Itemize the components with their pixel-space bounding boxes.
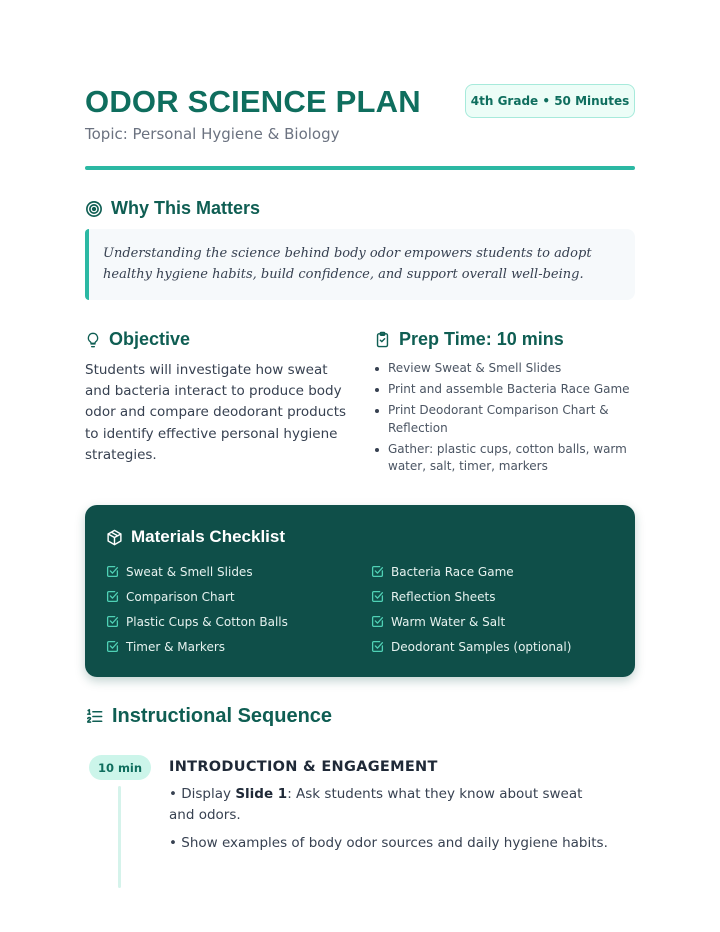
list-item: Print and assemble Bacteria Race Game <box>374 381 635 399</box>
checklist-item-label: Comparison Chart <box>126 589 235 604</box>
prep-list <box>374 360 635 479</box>
checklist-item <box>106 588 371 605</box>
checklist-item-label: Bacteria Race Game <box>391 564 514 579</box>
materials-heading <box>106 527 285 547</box>
grade-duration-badge: 4th Grade • 50 Minutes <box>465 84 635 118</box>
checkbox-checked-icon <box>371 640 384 653</box>
step-line-suffix: : Ask students what they know about sweat and odors. <box>169 786 583 823</box>
list-item: Print Deodorant Comparison Chart & Reflection <box>374 402 635 437</box>
step-line <box>169 784 609 826</box>
checkbox-checked-icon <box>106 565 119 578</box>
checklist-item <box>371 588 616 605</box>
objective-heading-text: Objective <box>109 329 191 349</box>
step-body <box>169 784 609 861</box>
target-icon <box>85 200 103 218</box>
why-heading <box>85 198 260 219</box>
clipboard-check-icon <box>374 330 391 349</box>
why-heading-text: Why This Matters <box>111 198 261 218</box>
checklist-item <box>371 613 616 630</box>
checkbox-checked-icon <box>106 640 119 653</box>
page-title: ODOR SCIENCE PLAN <box>85 84 421 119</box>
checkbox-checked-icon <box>371 590 384 603</box>
checkbox-checked-icon <box>106 590 119 603</box>
checkbox-checked-icon <box>371 615 384 628</box>
step-title: INTRODUCTION & ENGAGEMENT <box>169 759 438 775</box>
prep-heading-text: Prep Time: 10 mins <box>399 329 564 349</box>
package-icon <box>106 529 123 546</box>
checklist-item <box>106 613 371 630</box>
objective-heading <box>85 329 190 350</box>
checklist-item <box>371 638 616 655</box>
checkbox-checked-icon <box>371 565 384 578</box>
checkbox-checked-icon <box>106 615 119 628</box>
objective-text: Students will investigate how sweat and bacteria interact to produce body odor and compare deodorant products to identify effective personal hygiene strategies. <box>85 362 347 463</box>
list-item: Gather: plastic cups, cotton balls, warm water, salt, timer, markers <box>374 441 635 476</box>
why-callout <box>85 229 635 300</box>
header <box>85 84 635 170</box>
header-divider <box>85 166 635 170</box>
checklist-item-label: Warm Water & Salt <box>391 614 506 629</box>
list-item: Review Sweat & Smell Slides <box>374 360 635 378</box>
checklist-item <box>106 638 371 655</box>
checklist-item-label: Timer & Markers <box>126 639 226 654</box>
sequence-heading-text: Instructional Sequence <box>112 705 333 727</box>
step-line: • Show examples of body odor sources and daily hygiene habits. <box>169 835 608 851</box>
materials-grid <box>106 563 616 655</box>
step-time-pill: 10 min <box>89 755 151 780</box>
checklist-item-label: Plastic Cups & Cotton Balls <box>126 614 288 629</box>
numbered-list-icon <box>85 707 104 726</box>
why-text: Understanding the science behind body odor empowers students to adopt healthy hygiene habits, build confidence, and support overall well-being. <box>103 246 592 282</box>
step-line-prefix: • Display <box>169 786 236 802</box>
checklist-item <box>371 563 616 580</box>
timeline-line <box>118 786 121 888</box>
checklist-item-label: Deodorant Samples (optional) <box>391 639 572 654</box>
materials-heading-text: Materials Checklist <box>131 527 286 546</box>
page-subtitle: Topic: Personal Hygiene & Biology <box>85 125 340 143</box>
sequence-heading <box>85 705 332 728</box>
materials-card <box>85 505 635 677</box>
checklist-item-label: Reflection Sheets <box>391 589 496 604</box>
checklist-item-label: Sweat & Smell Slides <box>126 564 253 579</box>
lightbulb-icon <box>85 331 101 349</box>
checklist-item <box>106 563 371 580</box>
step-line-bold: Slide 1 <box>235 786 288 802</box>
prep-heading <box>374 329 564 350</box>
